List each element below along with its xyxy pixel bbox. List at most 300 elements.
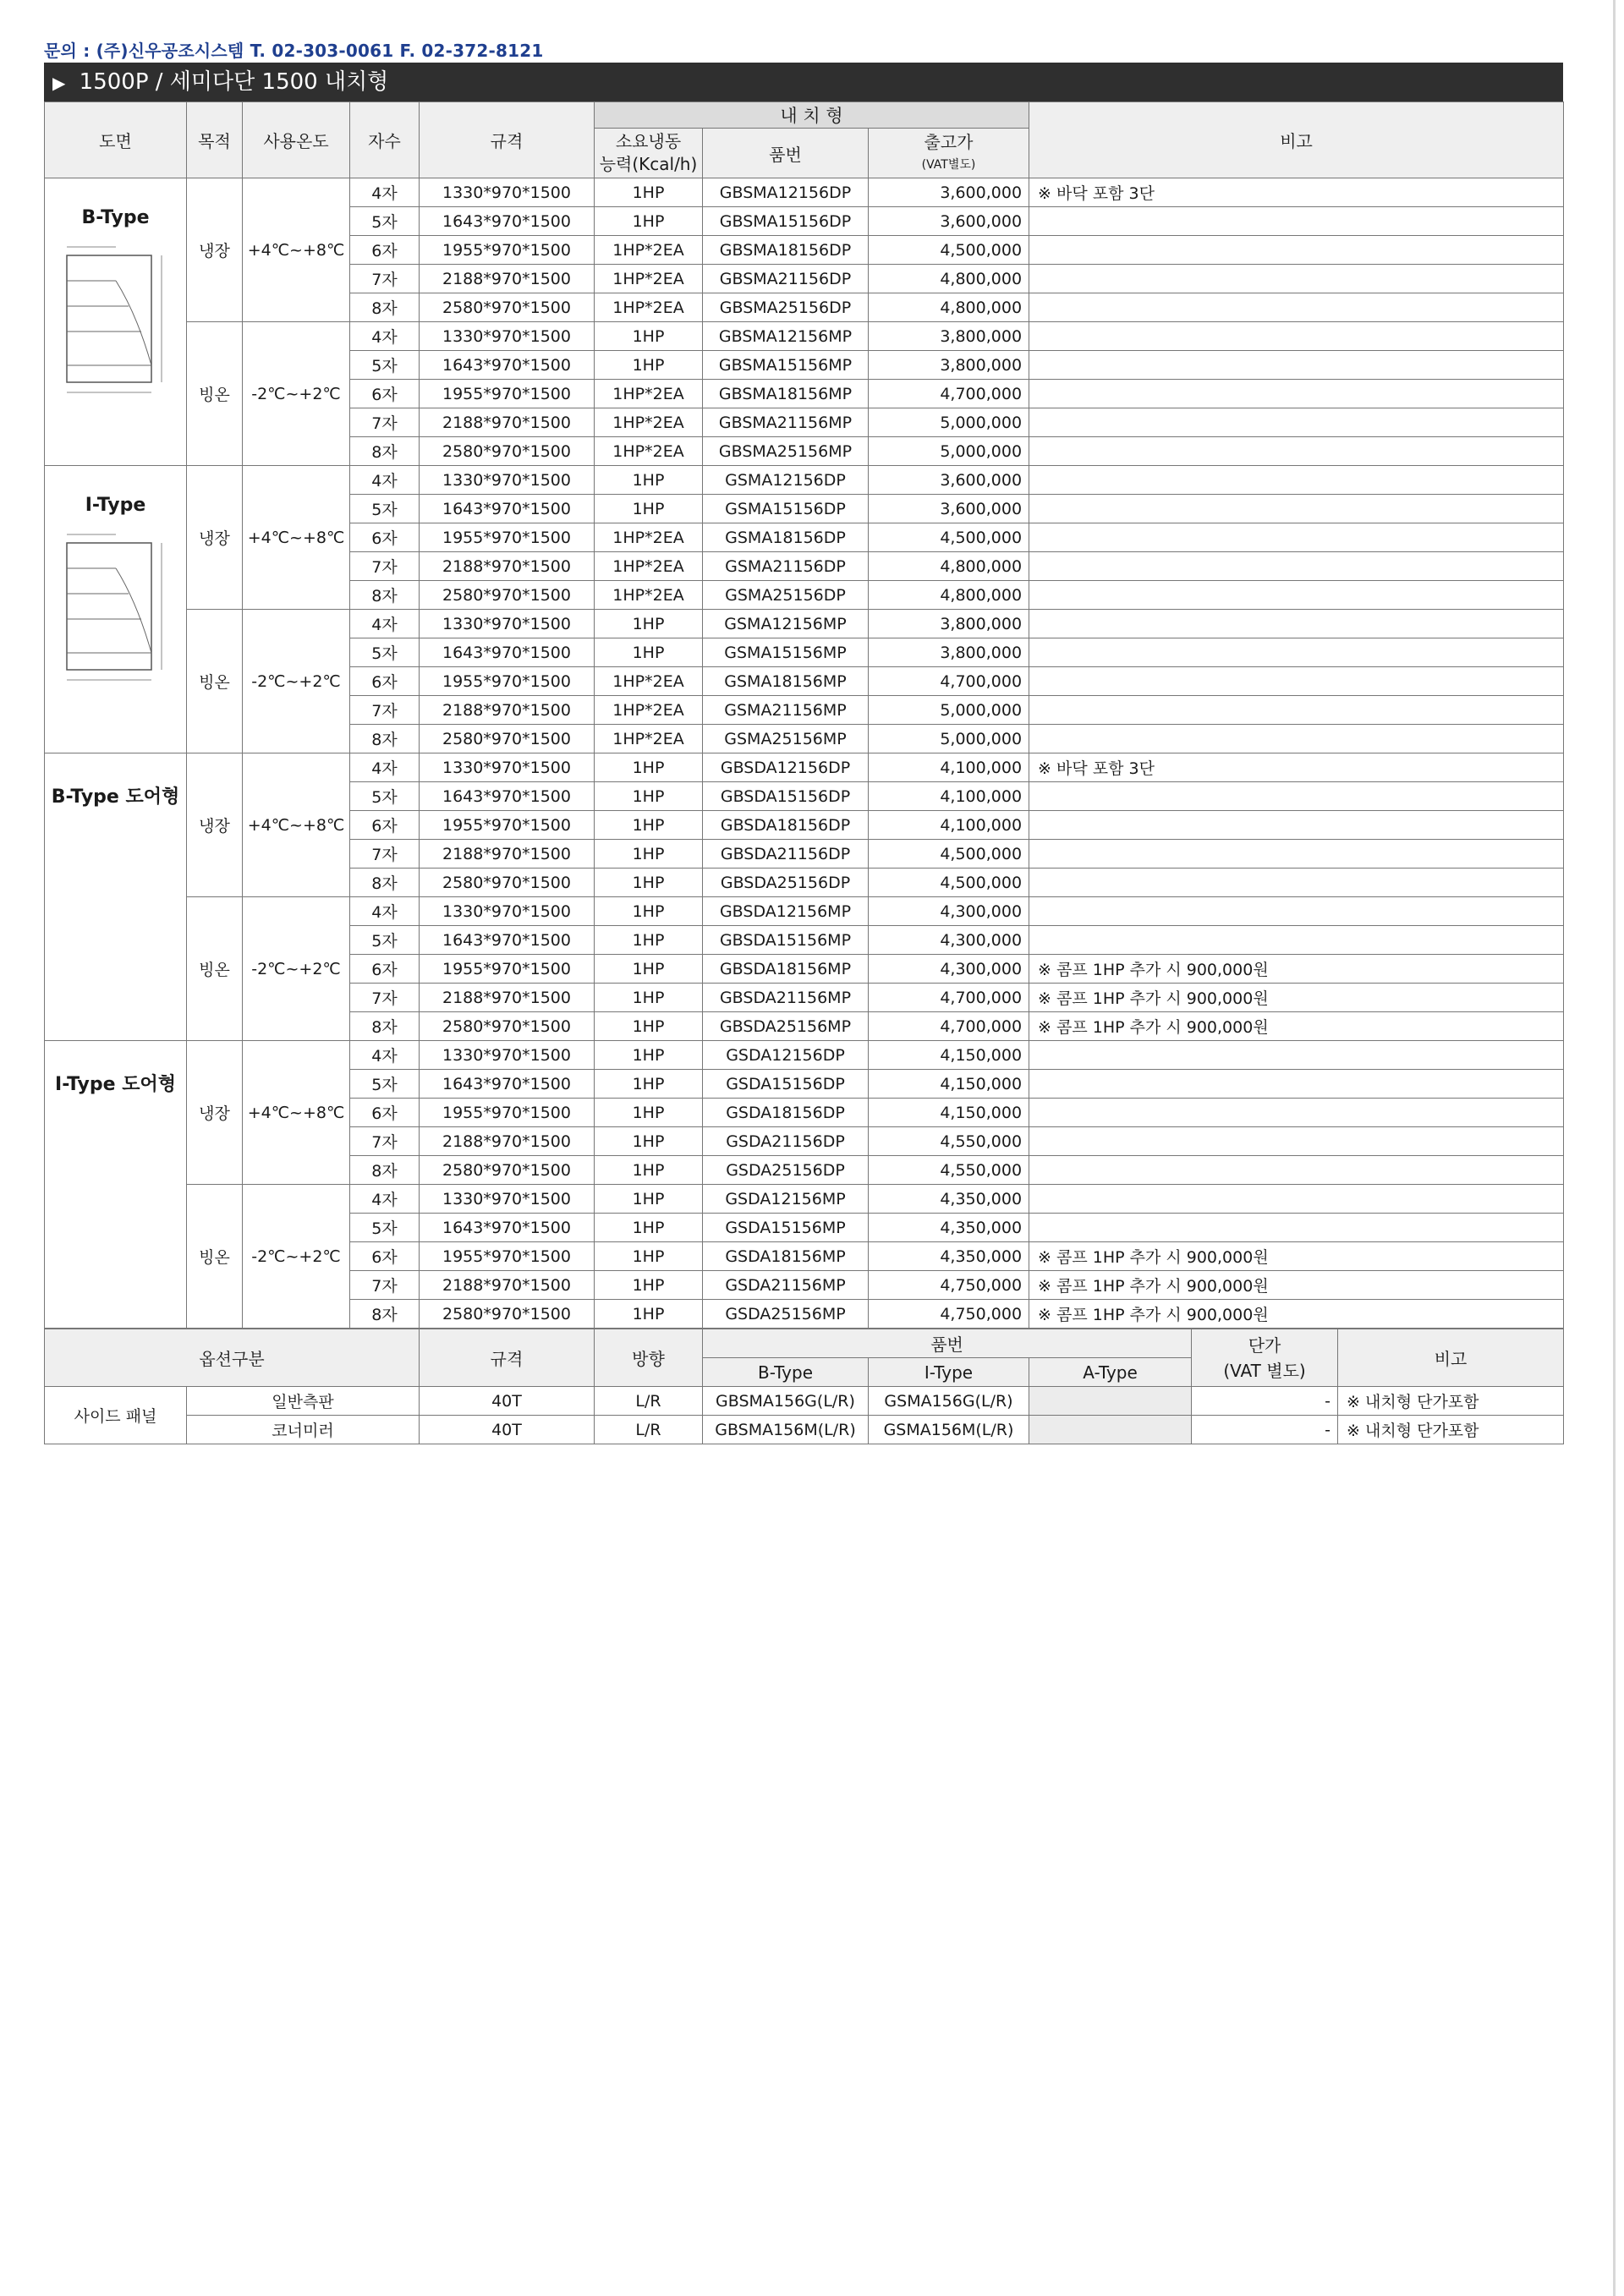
remark-cell <box>1029 265 1564 293</box>
type-cell <box>45 466 187 753</box>
table-row <box>45 1185 1564 1214</box>
option-group-cell: 사이드 패널 <box>45 1387 187 1444</box>
option-table <box>44 1329 1564 1444</box>
ja-cell: 8자 <box>350 581 420 610</box>
spec-cell: 1330*970*1500 <box>420 1185 595 1214</box>
price-cell: 4,500,000 <box>869 523 1029 552</box>
price-cell: 4,800,000 <box>869 293 1029 322</box>
remark-cell: ※ 콤프 1HP 추가 시 900,000원 <box>1029 1242 1564 1271</box>
opt-header-a-type: A-Type <box>1029 1358 1192 1387</box>
option-a-type-cell <box>1029 1416 1192 1444</box>
ja-cell: 8자 <box>350 1156 420 1185</box>
table-row <box>45 610 1564 638</box>
spec-cell: 1955*970*1500 <box>420 1242 595 1271</box>
opt-header-direction: 방향 <box>595 1329 703 1387</box>
capacity-cell: 1HP*2EA <box>595 667 703 696</box>
spec-cell: 2580*970*1500 <box>420 581 595 610</box>
remark-cell <box>1029 523 1564 552</box>
price-cell: 5,000,000 <box>869 408 1029 437</box>
option-remark-cell: ※ 내치형 단가포함 <box>1338 1416 1564 1444</box>
model-cell: GSMA18156DP <box>703 523 869 552</box>
header-price <box>869 129 1029 178</box>
model-cell: GBSDA25156DP <box>703 869 869 897</box>
ja-cell: 8자 <box>350 1300 420 1329</box>
capacity-cell: 1HP*2EA <box>595 523 703 552</box>
temp-cell: +4℃~+8℃ <box>243 1041 350 1185</box>
option-i-type-cell: GSMA156G(L/R) <box>869 1387 1029 1416</box>
model-cell: GBSDA25156MP <box>703 1012 869 1041</box>
header-model: 품번 <box>703 129 869 178</box>
ja-cell: 7자 <box>350 1127 420 1156</box>
capacity-cell: 1HP <box>595 1300 703 1329</box>
model-cell: GSDA15156DP <box>703 1070 869 1099</box>
ja-cell: 5자 <box>350 1214 420 1242</box>
price-cell: 3,800,000 <box>869 322 1029 351</box>
spec-cell: 1643*970*1500 <box>420 207 595 236</box>
model-cell: GBSMA15156MP <box>703 351 869 380</box>
model-cell: GBSDA21156MP <box>703 984 869 1012</box>
spec-cell: 2188*970*1500 <box>420 408 595 437</box>
spec-cell: 1955*970*1500 <box>420 667 595 696</box>
option-row <box>45 1416 1564 1444</box>
temp-cell: -2℃~+2℃ <box>243 897 350 1041</box>
model-cell: GSMA18156MP <box>703 667 869 696</box>
model-cell: GBSMA18156DP <box>703 236 869 265</box>
purpose-cell: 빙온 <box>187 1185 243 1329</box>
header-price-note: (VAT별도) <box>921 157 976 172</box>
spec-cell: 2188*970*1500 <box>420 984 595 1012</box>
remark-cell <box>1029 581 1564 610</box>
remark-cell <box>1029 552 1564 581</box>
model-cell: GSDA15156MP <box>703 1214 869 1242</box>
price-cell: 3,600,000 <box>869 178 1029 207</box>
ja-cell: 5자 <box>350 926 420 955</box>
spec-cell: 1643*970*1500 <box>420 638 595 667</box>
capacity-cell: 1HP <box>595 1127 703 1156</box>
price-cell: 4,500,000 <box>869 840 1029 869</box>
option-direction-cell: L/R <box>595 1416 703 1444</box>
model-cell: GSDA18156DP <box>703 1099 869 1127</box>
capacity-cell: 1HP <box>595 1271 703 1300</box>
opt-header-i-type: I-Type <box>869 1358 1029 1387</box>
header-ja: 자수 <box>350 102 420 178</box>
ja-cell: 5자 <box>350 207 420 236</box>
opt-header-spec: 규격 <box>420 1329 595 1387</box>
ja-cell: 7자 <box>350 1271 420 1300</box>
type-label: I-Type 도어형 <box>55 1074 176 1095</box>
price-cell: 4,350,000 <box>869 1214 1029 1242</box>
model-cell: GBSMA12156DP <box>703 178 869 207</box>
table-row <box>45 178 1564 207</box>
option-direction-cell: L/R <box>595 1387 703 1416</box>
model-cell: GSDA21156MP <box>703 1271 869 1300</box>
price-cell: 4,500,000 <box>869 236 1029 265</box>
price-cell: 4,750,000 <box>869 1271 1029 1300</box>
ja-cell: 6자 <box>350 236 420 265</box>
price-cell: 4,100,000 <box>869 782 1029 811</box>
ja-cell: 7자 <box>350 552 420 581</box>
spec-cell: 2580*970*1500 <box>420 1300 595 1329</box>
remark-cell <box>1029 782 1564 811</box>
price-cell: 3,800,000 <box>869 638 1029 667</box>
price-cell: 4,700,000 <box>869 984 1029 1012</box>
price-cell: 4,150,000 <box>869 1041 1029 1070</box>
remark-cell <box>1029 1156 1564 1185</box>
spec-cell: 1643*970*1500 <box>420 351 595 380</box>
type-cell <box>45 178 187 466</box>
purpose-cell: 빙온 <box>187 322 243 466</box>
price-cell: 5,000,000 <box>869 696 1029 725</box>
capacity-cell: 1HP <box>595 1099 703 1127</box>
model-cell: GBSDA12156MP <box>703 897 869 926</box>
ja-cell: 8자 <box>350 437 420 466</box>
price-cell: 4,100,000 <box>869 753 1029 782</box>
capacity-cell: 1HP <box>595 1041 703 1070</box>
capacity-cell: 1HP <box>595 1070 703 1099</box>
header-capacity-line2: 능력(Kcal/h) <box>599 154 698 174</box>
model-cell: GBSMA12156MP <box>703 322 869 351</box>
remark-cell <box>1029 1099 1564 1127</box>
option-a-type-cell <box>1029 1387 1192 1416</box>
model-cell: GSMA25156MP <box>703 725 869 753</box>
model-cell: GSMA25156DP <box>703 581 869 610</box>
remark-cell <box>1029 667 1564 696</box>
temp-cell: -2℃~+2℃ <box>243 322 350 466</box>
spec-cell: 2188*970*1500 <box>420 696 595 725</box>
ja-cell: 7자 <box>350 408 420 437</box>
spec-cell: 1955*970*1500 <box>420 380 595 408</box>
table-row <box>45 322 1564 351</box>
remark-cell <box>1029 1041 1564 1070</box>
option-name-cell: 코너미러 <box>187 1416 420 1444</box>
capacity-cell: 1HP*2EA <box>595 581 703 610</box>
remark-cell: ※ 콤프 1HP 추가 시 900,000원 <box>1029 955 1564 984</box>
model-cell: GBSDA15156MP <box>703 926 869 955</box>
type-label: B-Type 도어형 <box>51 786 180 808</box>
capacity-cell: 1HP*2EA <box>595 293 703 322</box>
capacity-cell: 1HP <box>595 926 703 955</box>
ja-cell: 4자 <box>350 1185 420 1214</box>
capacity-cell: 1HP*2EA <box>595 552 703 581</box>
price-cell: 3,800,000 <box>869 351 1029 380</box>
capacity-cell: 1HP <box>595 955 703 984</box>
header-temp: 사용온도 <box>243 102 350 178</box>
purpose-cell: 빙온 <box>187 897 243 1041</box>
model-cell: GBSMA25156MP <box>703 437 869 466</box>
ja-cell: 5자 <box>350 782 420 811</box>
model-cell: GSDA21156DP <box>703 1127 869 1156</box>
temp-cell: +4℃~+8℃ <box>243 466 350 610</box>
spec-cell: 1330*970*1500 <box>420 466 595 495</box>
remark-cell <box>1029 811 1564 840</box>
option-price-cell: - <box>1192 1416 1338 1444</box>
model-cell: GSMA12156DP <box>703 466 869 495</box>
spec-cell: 2188*970*1500 <box>420 552 595 581</box>
price-cell: 4,350,000 <box>869 1242 1029 1271</box>
model-cell: GBSDA21156DP <box>703 840 869 869</box>
model-cell: GSDA18156MP <box>703 1242 869 1271</box>
ja-cell: 4자 <box>350 610 420 638</box>
option-row <box>45 1387 1564 1416</box>
model-cell: GSDA25156MP <box>703 1300 869 1329</box>
price-cell: 4,150,000 <box>869 1099 1029 1127</box>
option-price-cell: - <box>1192 1387 1338 1416</box>
spec-cell: 1955*970*1500 <box>420 523 595 552</box>
option-spec-cell: 40T <box>420 1416 595 1444</box>
capacity-cell: 1HP*2EA <box>595 380 703 408</box>
capacity-cell: 1HP <box>595 840 703 869</box>
option-b-type-cell: GBSMA156G(L/R) <box>703 1387 869 1416</box>
type-cell <box>45 753 187 1041</box>
model-cell: GBSMA15156DP <box>703 207 869 236</box>
remark-cell <box>1029 1185 1564 1214</box>
remark-cell <box>1029 1214 1564 1242</box>
price-cell: 4,300,000 <box>869 926 1029 955</box>
price-cell: 3,600,000 <box>869 495 1029 523</box>
price-cell: 4,550,000 <box>869 1127 1029 1156</box>
capacity-cell: 1HP <box>595 351 703 380</box>
temp-cell: -2℃~+2℃ <box>243 1185 350 1329</box>
capacity-cell: 1HP <box>595 1185 703 1214</box>
price-cell: 4,300,000 <box>869 897 1029 926</box>
model-cell: GBSMA21156MP <box>703 408 869 437</box>
capacity-cell: 1HP <box>595 1242 703 1271</box>
capacity-cell: 1HP*2EA <box>595 236 703 265</box>
ja-cell: 6자 <box>350 667 420 696</box>
capacity-cell: 1HP <box>595 638 703 667</box>
capacity-cell: 1HP*2EA <box>595 696 703 725</box>
remark-cell: ※ 바닥 포함 3단 <box>1029 178 1564 207</box>
ja-cell: 6자 <box>350 523 420 552</box>
price-cell: 3,600,000 <box>869 466 1029 495</box>
price-cell: 4,350,000 <box>869 1185 1029 1214</box>
model-cell: GSDA12156MP <box>703 1185 869 1214</box>
capacity-cell: 1HP <box>595 322 703 351</box>
remark-cell: ※ 콤프 1HP 추가 시 900,000원 <box>1029 984 1564 1012</box>
cabinet-drawing-icon <box>57 238 175 399</box>
ja-cell: 7자 <box>350 696 420 725</box>
ja-cell: 5자 <box>350 1070 420 1099</box>
cabinet-drawing-icon <box>57 526 175 687</box>
remark-cell <box>1029 236 1564 265</box>
remark-cell <box>1029 207 1564 236</box>
spec-cell: 2188*970*1500 <box>420 265 595 293</box>
opt-header-category: 옵션구분 <box>45 1329 420 1387</box>
header-group: 내 치 형 <box>595 102 1029 129</box>
remark-cell <box>1029 1127 1564 1156</box>
remark-cell: ※ 바닥 포함 3단 <box>1029 753 1564 782</box>
spec-cell: 2580*970*1500 <box>420 437 595 466</box>
capacity-cell: 1HP <box>595 1214 703 1242</box>
remark-cell <box>1029 408 1564 437</box>
remark-cell <box>1029 293 1564 322</box>
model-cell: GBSDA12156DP <box>703 753 869 782</box>
ja-cell: 4자 <box>350 753 420 782</box>
header-capacity <box>595 129 703 178</box>
ja-cell: 4자 <box>350 897 420 926</box>
remark-cell: ※ 콤프 1HP 추가 시 900,000원 <box>1029 1271 1564 1300</box>
spec-cell: 2580*970*1500 <box>420 1012 595 1041</box>
spec-cell: 1330*970*1500 <box>420 753 595 782</box>
header-drawing: 도면 <box>45 102 187 178</box>
type-label: B-Type <box>81 207 150 228</box>
ja-cell: 8자 <box>350 725 420 753</box>
spec-cell: 1643*970*1500 <box>420 495 595 523</box>
spec-cell: 1955*970*1500 <box>420 236 595 265</box>
capacity-cell: 1HP <box>595 1012 703 1041</box>
ja-cell: 4자 <box>350 178 420 207</box>
capacity-cell: 1HP <box>595 495 703 523</box>
spec-cell: 1330*970*1500 <box>420 610 595 638</box>
section-title: 1500P / 세미다단 1500 내치형 <box>79 69 389 95</box>
price-cell: 4,800,000 <box>869 581 1029 610</box>
capacity-cell: 1HP <box>595 869 703 897</box>
capacity-cell: 1HP*2EA <box>595 265 703 293</box>
ja-cell: 6자 <box>350 1242 420 1271</box>
ja-cell: 8자 <box>350 1012 420 1041</box>
price-cell: 4,700,000 <box>869 667 1029 696</box>
purpose-cell: 냉장 <box>187 753 243 897</box>
remark-cell: ※ 콤프 1HP 추가 시 900,000원 <box>1029 1300 1564 1329</box>
remark-cell <box>1029 322 1564 351</box>
ja-cell: 4자 <box>350 322 420 351</box>
capacity-cell: 1HP <box>595 610 703 638</box>
ja-cell: 6자 <box>350 1099 420 1127</box>
capacity-cell: 1HP <box>595 466 703 495</box>
option-spec-cell: 40T <box>420 1387 595 1416</box>
spec-cell: 1955*970*1500 <box>420 1099 595 1127</box>
spec-cell: 1330*970*1500 <box>420 1041 595 1070</box>
ja-cell: 4자 <box>350 1041 420 1070</box>
capacity-cell: 1HP <box>595 178 703 207</box>
model-cell: GBSMA25156DP <box>703 293 869 322</box>
ja-cell: 6자 <box>350 955 420 984</box>
price-cell: 4,100,000 <box>869 811 1029 840</box>
spec-cell: 2580*970*1500 <box>420 1156 595 1185</box>
table-row <box>45 1041 1564 1070</box>
spec-cell: 1643*970*1500 <box>420 1070 595 1099</box>
opt-header-remark: 비고 <box>1338 1329 1564 1387</box>
remark-cell <box>1029 840 1564 869</box>
opt-header-price-line2: (VAT 별도) <box>1223 1360 1306 1381</box>
model-cell: GSMA21156MP <box>703 696 869 725</box>
table-row <box>45 466 1564 495</box>
model-cell: GSMA12156MP <box>703 610 869 638</box>
price-cell: 4,700,000 <box>869 1012 1029 1041</box>
spec-cell: 1330*970*1500 <box>420 322 595 351</box>
header-spec: 규격 <box>420 102 595 178</box>
ja-cell: 7자 <box>350 265 420 293</box>
spec-cell: 1955*970*1500 <box>420 955 595 984</box>
remark-cell <box>1029 380 1564 408</box>
price-cell: 4,800,000 <box>869 265 1029 293</box>
ja-cell: 6자 <box>350 811 420 840</box>
section-title-bar <box>44 63 1563 101</box>
price-cell: 4,700,000 <box>869 380 1029 408</box>
scan-edge <box>1613 0 1616 2296</box>
spec-cell: 2580*970*1500 <box>420 293 595 322</box>
ja-cell: 8자 <box>350 869 420 897</box>
spec-cell: 1643*970*1500 <box>420 782 595 811</box>
remark-cell <box>1029 638 1564 667</box>
model-cell: GBSDA18156DP <box>703 811 869 840</box>
ja-cell: 7자 <box>350 840 420 869</box>
remark-cell <box>1029 437 1564 466</box>
price-cell: 3,800,000 <box>869 610 1029 638</box>
contact-info: 문의 : (주)신우공조시스템 T. 02-303-0061 F. 02-372-8121 <box>44 41 544 61</box>
price-cell: 5,000,000 <box>869 725 1029 753</box>
spec-cell: 1643*970*1500 <box>420 926 595 955</box>
spec-cell: 1955*970*1500 <box>420 811 595 840</box>
play-arrow-icon: ▶ <box>52 73 66 93</box>
purpose-cell: 빙온 <box>187 610 243 753</box>
capacity-cell: 1HP <box>595 897 703 926</box>
model-cell: GSDA25156DP <box>703 1156 869 1185</box>
spec-cell: 2188*970*1500 <box>420 1271 595 1300</box>
ja-cell: 5자 <box>350 351 420 380</box>
opt-header-model: 품번 <box>703 1329 1192 1358</box>
capacity-cell: 1HP <box>595 782 703 811</box>
model-cell: GSMA21156DP <box>703 552 869 581</box>
model-cell: GSMA15156DP <box>703 495 869 523</box>
spec-cell: 2580*970*1500 <box>420 869 595 897</box>
remark-cell <box>1029 869 1564 897</box>
model-cell: GSMA15156MP <box>703 638 869 667</box>
price-cell: 4,750,000 <box>869 1300 1029 1329</box>
price-cell: 4,550,000 <box>869 1156 1029 1185</box>
capacity-cell: 1HP*2EA <box>595 437 703 466</box>
remark-cell <box>1029 351 1564 380</box>
remark-cell <box>1029 1070 1564 1099</box>
type-cell <box>45 1041 187 1329</box>
capacity-cell: 1HP*2EA <box>595 408 703 437</box>
spec-cell: 2188*970*1500 <box>420 1127 595 1156</box>
ja-cell: 5자 <box>350 495 420 523</box>
ja-cell: 6자 <box>350 380 420 408</box>
table-row <box>45 753 1564 782</box>
model-cell: GBSDA18156MP <box>703 955 869 984</box>
model-cell: GBSMA18156MP <box>703 380 869 408</box>
price-cell: 4,150,000 <box>869 1070 1029 1099</box>
price-cell: 4,800,000 <box>869 552 1029 581</box>
remark-cell <box>1029 495 1564 523</box>
option-remark-cell: ※ 내치형 단가포함 <box>1338 1387 1564 1416</box>
opt-header-price <box>1192 1329 1338 1387</box>
spec-cell: 1330*970*1500 <box>420 178 595 207</box>
spec-cell: 1330*970*1500 <box>420 897 595 926</box>
spec-cell: 2580*970*1500 <box>420 725 595 753</box>
header-capacity-line1: 소요냉동 <box>615 131 682 151</box>
option-i-type-cell: GSMA156M(L/R) <box>869 1416 1029 1444</box>
remark-cell <box>1029 725 1564 753</box>
price-table <box>44 101 1564 1329</box>
opt-header-price-line1: 단가 <box>1248 1334 1281 1356</box>
ja-cell: 8자 <box>350 293 420 322</box>
header-remark: 비고 <box>1029 102 1564 178</box>
temp-cell: +4℃~+8℃ <box>243 753 350 897</box>
remark-cell <box>1029 610 1564 638</box>
remark-cell: ※ 콤프 1HP 추가 시 900,000원 <box>1029 1012 1564 1041</box>
opt-header-b-type: B-Type <box>703 1358 869 1387</box>
capacity-cell: 1HP <box>595 1156 703 1185</box>
model-cell: GSDA12156DP <box>703 1041 869 1070</box>
capacity-cell: 1HP <box>595 811 703 840</box>
header-price-label: 출고가 <box>924 131 974 152</box>
spec-cell: 2188*970*1500 <box>420 840 595 869</box>
capacity-cell: 1HP <box>595 207 703 236</box>
model-cell: GBSMA21156DP <box>703 265 869 293</box>
price-cell: 4,300,000 <box>869 955 1029 984</box>
